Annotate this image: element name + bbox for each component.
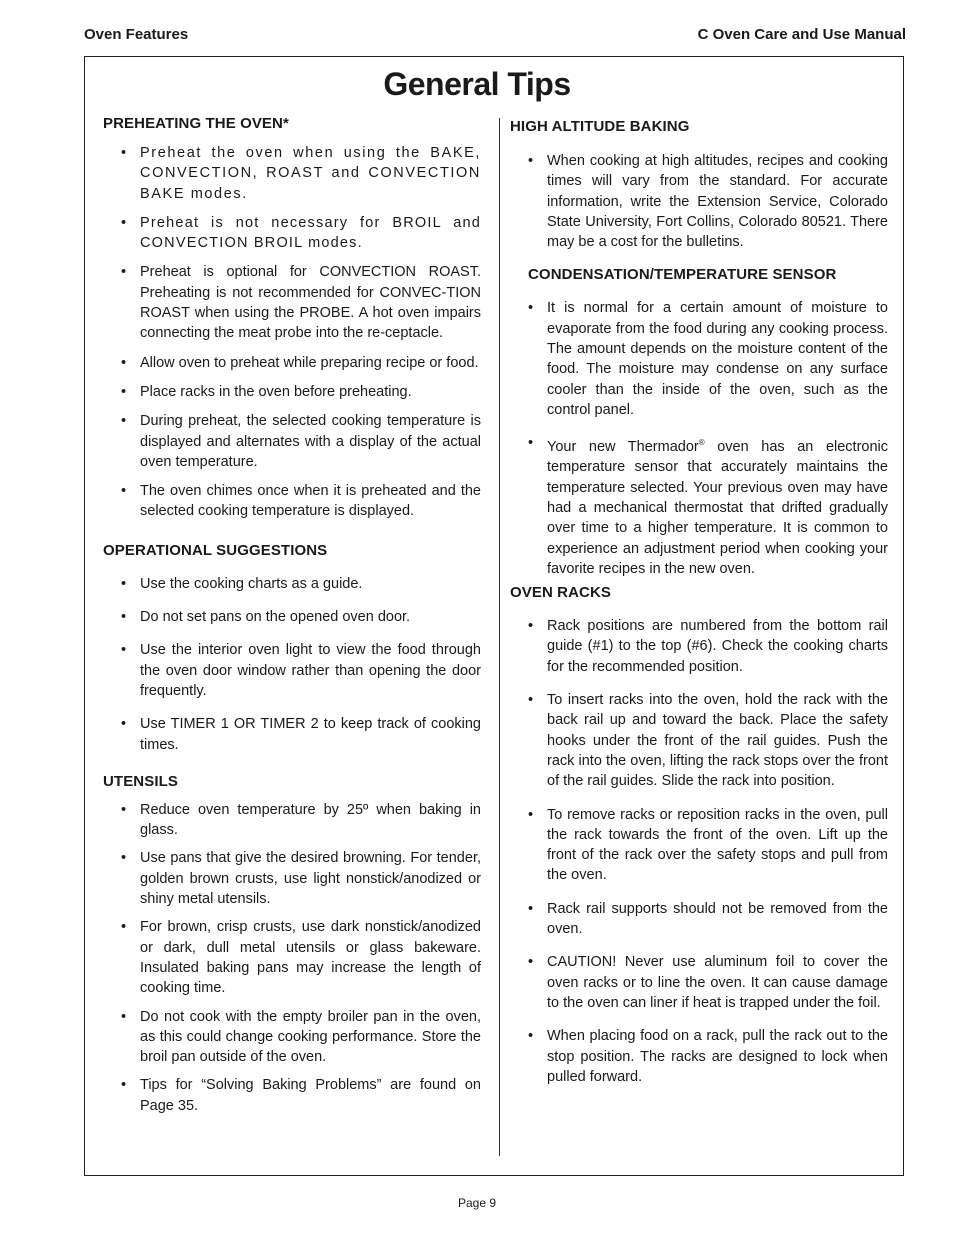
list-item: • Place racks in the oven before preheating. — [103, 382, 483, 402]
list-item: • When placing food on a rack, pull the rack out to the stop position. The racks are designed to lock when pulled forward. — [510, 1026, 890, 1087]
list-item: • Reduce oven temperature by 25º when baking in glass. — [103, 800, 483, 841]
list-item: • During preheat, the selected cooking temperature is displayed and alternates with a display of the actual oven temperature. — [103, 411, 483, 472]
list-item — [510, 433, 890, 579]
list-item: • The oven chimes once when it is preheated and the selected cooking temperature is displayed. — [103, 481, 483, 522]
list-item: • Preheat is not necessary for BROIL and CONVECTION BROIL modes. — [103, 213, 483, 254]
list-item: • Do not cook with the empty broiler pan in the oven, as this could change cooking performance. Store the broil pan outside of the oven. — [103, 1007, 483, 1068]
operational-list — [103, 574, 483, 755]
list-item: • Use pans that give the desired browning. For tender, golden brown crusts, use light nonstick/anodized or shiny metal utensils. — [103, 848, 483, 909]
list-item: • CAUTION! Never use aluminum foil to cover the oven racks or to line the oven. It can cause damage to the oven can liner if heat is trapped under the foil. — [510, 952, 890, 1013]
manual-title: C Oven Care and Use Manual — [697, 26, 906, 43]
page-number: Page 9 — [457, 1196, 497, 1210]
altitude-heading: HIGH ALTITUDE BAKING — [510, 118, 690, 135]
preheating-heading: PREHEATING THE OVEN* — [103, 115, 289, 132]
list-item: • To insert racks into the oven, hold the rack with the back rail up and toward the back. Place the safety hooks under the front of the rail guides. Push the rack into the oven, lifting the rack stops over the front of the rail guides. Slide the rack into position. — [510, 690, 890, 791]
list-item: • Tips for “Solving Baking Problems” are found on Page 35. — [103, 1075, 483, 1116]
condensation-list — [510, 298, 890, 579]
registered-mark: ® — [698, 438, 705, 448]
list-item: • Use the interior oven light to view the food through the oven door window rather than opening the door frequently. — [103, 640, 483, 701]
left-column — [103, 113, 483, 1116]
list-item: • Use TIMER 1 OR TIMER 2 to keep track of cooking times. — [103, 714, 483, 755]
utensils-list — [103, 800, 483, 1116]
list-item: • Rack rail supports should not be removed from the oven. — [510, 899, 890, 940]
item-text: oven has an electronic temperature sensor that accurately maintains the temperature selected. Your previous oven may have had a mechanical thermostat that drifted gradually over time to a higher temperature. It is common to experience an adjustment period when cooking your favorite recipes in the new oven. — [547, 439, 889, 577]
racks-list — [510, 616, 890, 1087]
list-item: • Rack positions are numbered from the bottom rail guide (#1) to the top (#6). Check the cooking charts for the recommended position. — [510, 616, 890, 677]
item-text: Your new Thermador — [547, 439, 699, 456]
section-header: Oven Features — [84, 26, 189, 43]
operational-heading: OPERATIONAL SUGGESTIONS — [103, 541, 328, 559]
list-item: • To remove racks or reposition racks in the oven, pull the rack towards the front of the oven. Lift up the front of the rack over the safety stops and pull from the oven. — [510, 805, 890, 886]
list-item: • It is normal for a certain amount of moisture to evaporate from the food during any cooking process. The amount depends on the moisture content of the food. The moisture may condense on any surface cooler than the inside of the oven, such as the control panel. — [510, 298, 890, 420]
list-item: • Use the cooking charts as a guide. — [103, 574, 483, 594]
list-item: • Do not set pans on the opened oven door. — [103, 607, 483, 627]
altitude-list — [510, 151, 890, 252]
right-column — [510, 113, 890, 1087]
preheating-list — [103, 143, 483, 522]
list-item: • Allow oven to preheat while preparing recipe or food. — [103, 353, 483, 373]
page-title: General Tips — [383, 66, 571, 102]
racks-heading: OVEN RACKS — [510, 584, 612, 602]
condensation-heading: CONDENSATION/TEMPERATURE SENSOR — [528, 266, 837, 284]
column-divider — [499, 118, 500, 1156]
list-item: • For brown, crisp crusts, use dark nonstick/anodized or dark, dull metal utensils or glass bakeware. Insulated baking pans may increase the length of cooking time. — [103, 917, 483, 998]
utensils-heading: UTENSILS — [103, 772, 178, 790]
list-item: • When cooking at high altitudes, recipes and cooking times will vary from the standard. For accurate information, write the Extension Service, Colorado State University, Fort Collins, Colorado 80521. There may be a cost for the bulletins. — [510, 151, 890, 252]
list-item: • Preheat is optional for CONVECTION ROAST. Preheating is not recommended for CONVEC-TION ROAST when using the PROBE. A hot oven impairs connecting the meat probe into the re-ceptacle. — [103, 262, 483, 343]
list-item: • Preheat the oven when using the BAKE, CONVECTION, ROAST and CONVECTION BAKE modes. — [103, 143, 483, 204]
